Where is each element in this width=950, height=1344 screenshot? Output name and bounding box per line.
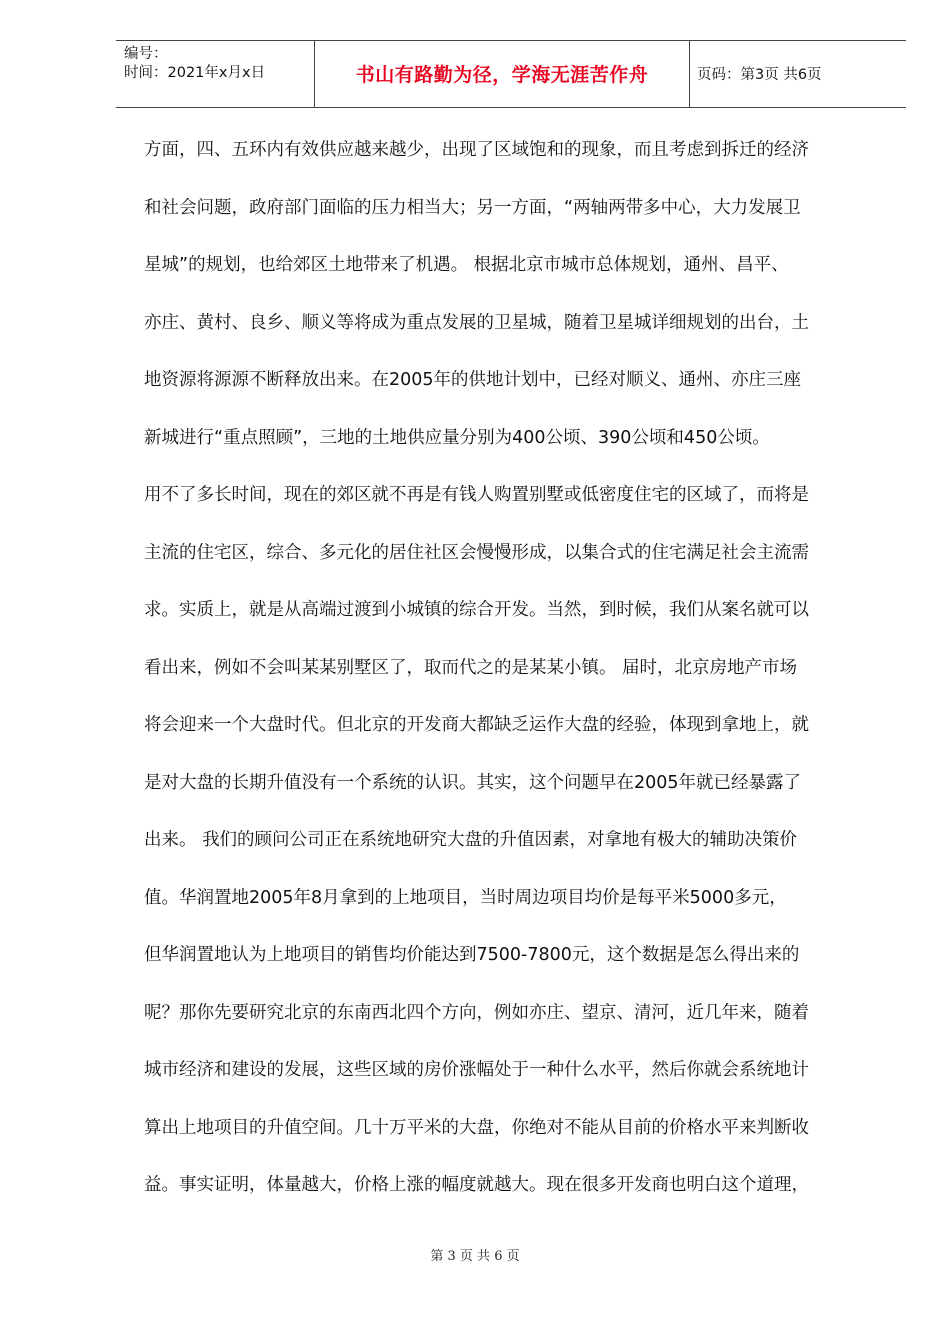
body-line: 值。华润置地2005年8月拿到的上地项目，当时周边项目均价是每平米5000多元， xyxy=(144,887,787,908)
body-line: 益。事实证明，体量越大，价格上涨的幅度就越大。现在很多开发商也明白这个道理， xyxy=(144,1175,809,1195)
document-number-label: 编号： xyxy=(124,46,168,62)
body-line: 看出来，例如不会叫某某别墅区了，取而代之的是某某小镇。 届时，北京房地产市场 xyxy=(144,657,798,678)
body-line: 新城进行“重点照顾”，三地的土地供应量分别为400公顷、390公顷和450公顷。 xyxy=(144,427,770,448)
header-motto-cell xyxy=(314,41,690,107)
body-line: 是对大盘的长期升值没有一个系统的认识。其实，这个问题早在2005年就已经暴露了 xyxy=(144,772,802,793)
document-time-label: 时间：2021年x月x日 xyxy=(124,65,266,81)
body-line: 但华润置地认为上地项目的销售均价能达到7500-7800元，这个数据是怎么得出来的 xyxy=(144,945,800,965)
body-line: 方面，四、五环内有效供应越来越少，出现了区域饱和的现象，而且考虑到拆迁的经济 xyxy=(144,140,809,160)
body-line: 将会迎来一个大盘时代。但北京的开发商大都缺乏运作大盘的经验，体现到拿地上，就 xyxy=(144,715,809,735)
body-line: 地资源将源源不断释放出来。在2005年的供地计划中，已经对顺义、通州、亦庄三座 xyxy=(144,370,802,390)
body-line: 呢？那你先要研究北京的东南西北四个方向，例如亦庄、望京、清河，近几年来，随着 xyxy=(144,1002,809,1023)
body-line: 算出上地项目的升值空间。几十万平米的大盘，你绝对不能从目前的价格水平来判断收 xyxy=(144,1117,809,1138)
header-meta-cell xyxy=(116,41,314,107)
header-motto: 书山有路勤为径，学海无涯苦作舟 xyxy=(355,64,649,86)
page-footer: 第 3 页 共 6 页 xyxy=(430,1249,520,1264)
body-line: 星城”的规划，也给郊区土地带来了机遇。 根据北京市城市总体规划，通州、昌平、 xyxy=(144,255,789,275)
header-page-cell xyxy=(689,41,906,107)
body-line: 和社会问题，政府部门面临的压力相当大；另一方面，“两轴两带多中心，大力发展卫 xyxy=(144,197,801,218)
document-body xyxy=(144,122,880,1215)
body-line: 用不了多长时间，现在的郊区就不再是有钱人购置别墅或低密度住宅的区域了，而将是 xyxy=(144,485,809,505)
body-line: 城市经济和建设的发展，这些区域的房价涨幅处于一种什么水平，然后你就会系统地计 xyxy=(144,1060,809,1080)
body-line: 出来。 我们的顾问公司正在系统地研究大盘的升值因素，对拿地有极大的辅助决策价 xyxy=(144,830,798,850)
body-line: 求。实质上，就是从高端过渡到小城镇的综合开发。当然，到时候，我们从案名就可以 xyxy=(144,600,809,620)
page-header xyxy=(116,40,906,108)
body-line: 亦庄、黄村、良乡、顺义等将成为重点发展的卫星城，随着卫星城详细规划的出台，土 xyxy=(144,312,809,333)
header-page-info: 页码：第3页 共6页 xyxy=(697,67,822,83)
body-line: 主流的住宅区，综合、多元化的居住社区会慢慢形成，以集合式的住宅满足社会主流需 xyxy=(144,542,809,563)
